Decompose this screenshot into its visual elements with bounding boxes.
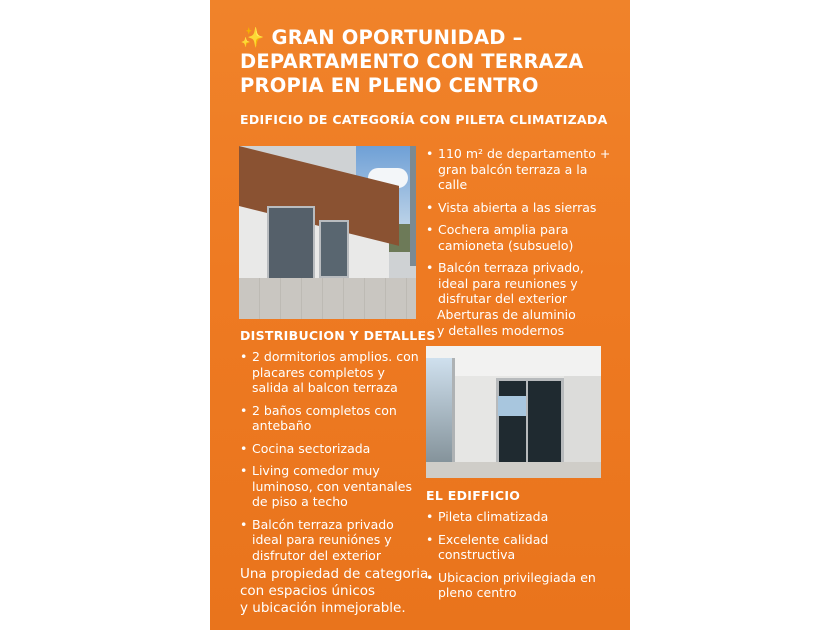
title-line-1: GRAN OPORTUNIDAD – [271,26,523,49]
title-line-2: DEPARTAMENTO CON TERRAZA [240,50,584,73]
list-item: • Balcón terraza privado ideal para reuniónes y disfrutor del exterior [240,517,420,564]
flyer-subtitle: EDIFICIO DE CATEGORÍA CON PILETA CLIMATIZADA [240,112,608,127]
list-item: • 110 m² de departamento + gran balcón terraza a la calle [426,146,616,193]
list-item: • Cocina sectorizada [240,441,420,457]
list-item: • Pileta climatizada [426,509,606,525]
distribution-list [240,349,420,570]
terrace-photo [239,146,416,319]
list-item: • Cochera amplia para camioneta (subsuelo) [426,222,616,253]
list-item: • 2 dormitorios amplios. con placares completos y salida al balcon terraza [240,349,420,396]
features-list [426,146,616,314]
interior-photo [426,346,601,478]
list-item: • Balcón terraza privado, ideal para reuniones y disfrutar del exterior [426,260,616,307]
building-list [426,509,606,608]
list-item: • 2 baños completos con antebaño [240,403,420,434]
list-item: • Living comedor muy luminoso, con ventanales de piso a techo [240,463,420,510]
flyer-title [240,26,620,98]
list-item: • Ubicacion privilegiada en pleno centro [426,570,606,601]
closing-line-1: Una propiedad de categoria [240,566,429,582]
list-item: • Vista abierta a las sierras [426,200,616,216]
closing-line-3: y ubicación inmejorable. [240,600,406,616]
property-flyer [210,0,630,630]
sparkles-icon: ✨ [240,26,265,49]
closing-text [240,566,428,617]
closing-line-2: con espacios únicos [240,583,376,599]
building-heading: EL EDIFFICIO [426,488,521,503]
list-item: • Excelente calidad constructiva [426,532,606,563]
features-note: Aberturas de aluminio y detalles modernos [437,307,576,338]
distribution-heading: DISTRIBUCION Y DETALLES [240,328,436,343]
title-line-3: PROPIA EN PLENO CENTRO [240,74,539,97]
